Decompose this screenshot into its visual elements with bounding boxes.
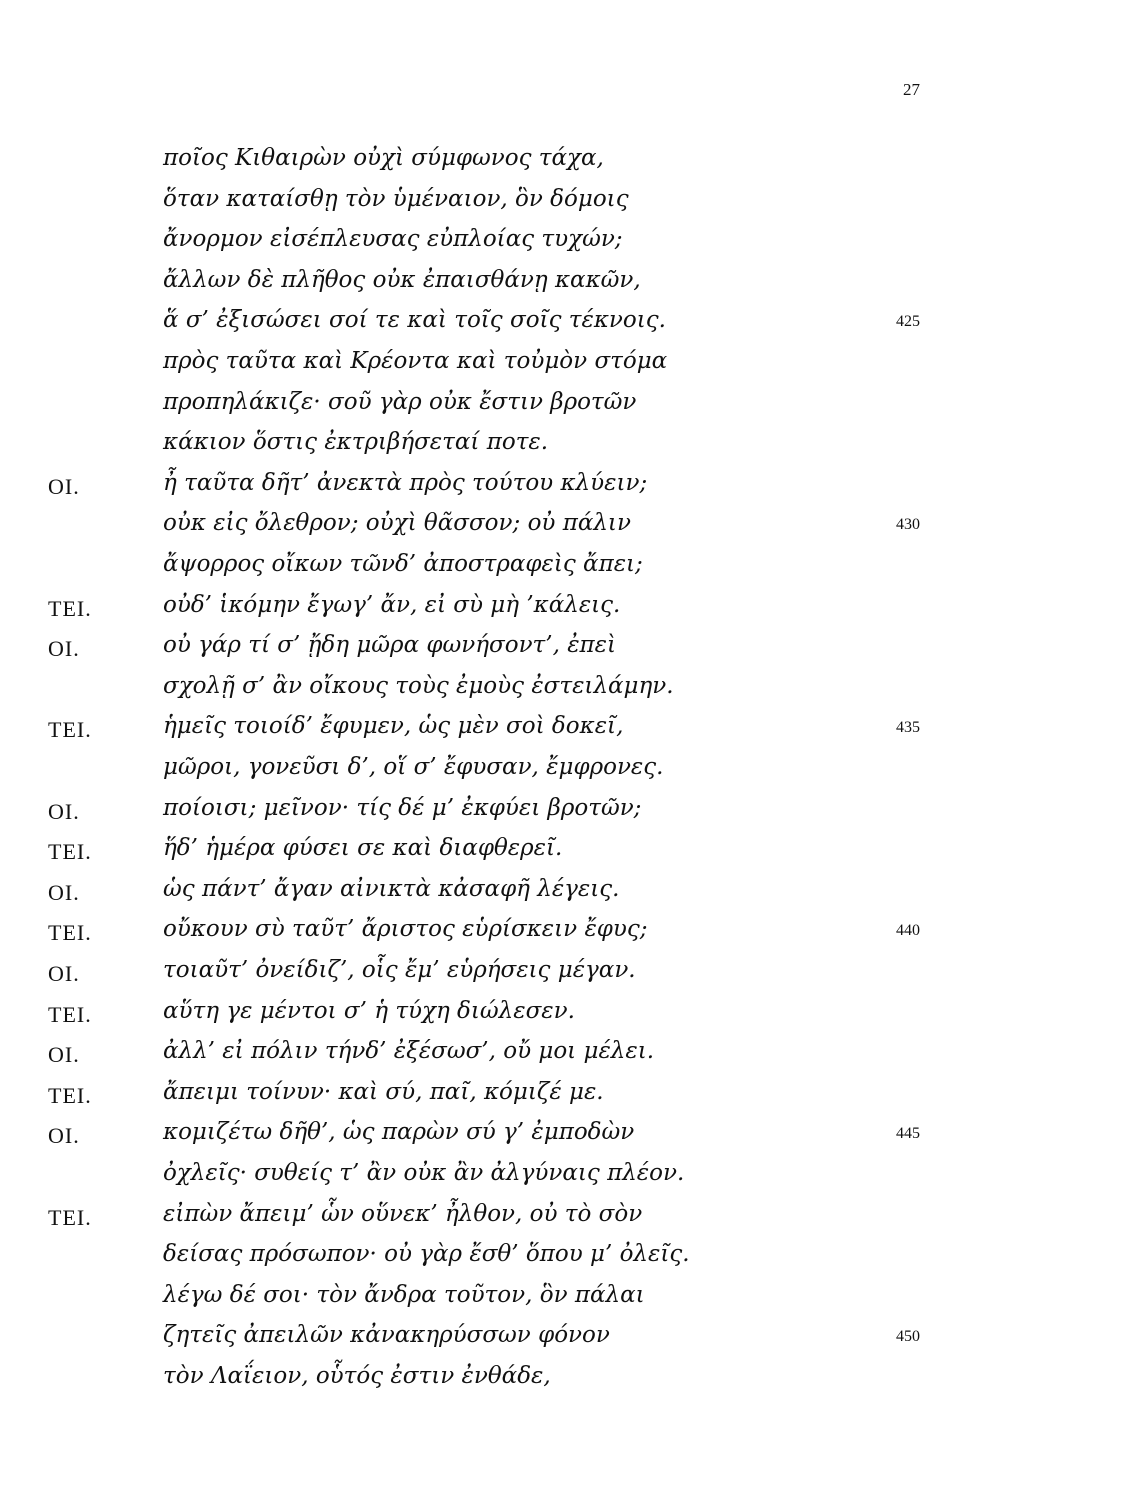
speaker-label: ΟΙ. bbox=[48, 1042, 80, 1068]
speaker-label: ΤΕΙ. bbox=[48, 1082, 92, 1108]
speaker-label: ΟΙ. bbox=[48, 473, 80, 499]
verse-line bbox=[0, 1322, 1145, 1362]
verse-text: σχολῇ σ’ ἂν οἴκους τοὺς ἐμοὺς ἐστειλάμην. bbox=[163, 672, 674, 699]
verse-text: πρὸς ταῦτα καὶ Κρέοντα καὶ τοὐμὸν στόμα bbox=[163, 348, 668, 374]
verse-text: ἥδ’ ἡμέρα φύσει σε καὶ διαφθερεῖ. bbox=[163, 835, 563, 862]
speaker-label: ΟΙ. bbox=[48, 1123, 80, 1149]
verse-line bbox=[0, 835, 1145, 875]
verse-line bbox=[0, 1160, 1145, 1200]
page-number: 27 bbox=[903, 80, 920, 99]
verse-text: τοιαῦτ’ ὀνείδιζ’, οἷς ἔμ’ εὑρήσεις μέγαν. bbox=[163, 957, 636, 983]
verse-text: ἀλλ’ εἰ πόλιν τήνδ’ ἐξέσωσ’, οὔ μοι μέλει. bbox=[163, 1038, 655, 1065]
verse-text: ἄψορρος οἴκων τῶνδ’ ἀποστραφεὶς ἄπει; bbox=[163, 551, 643, 577]
verse-text: ἅ σ’ ἐξισώσει σοί τε καὶ τοῖς σοῖς τέκνοις. bbox=[163, 307, 666, 334]
verse-line bbox=[0, 916, 1145, 956]
line-number: 450 bbox=[896, 1328, 920, 1346]
verse-line bbox=[0, 1363, 1145, 1403]
verse-line bbox=[0, 592, 1145, 632]
speaker-label: ΟΙ. bbox=[48, 798, 80, 824]
verse-text: εἰπὼν ἄπειμ’ ὧν οὕνεκ’ ἦλθον, οὐ τὸ σὸν bbox=[163, 1200, 643, 1227]
verse-text: ὡς πάντ’ ἄγαν αἰνικτὰ κἀσαφῆ λέγεις. bbox=[163, 875, 620, 902]
verse-text: ποῖος Κιθαιρὼν οὐχὶ σύμφωνος τάχα, bbox=[163, 145, 604, 171]
verse-text: ἄλλων δὲ πλῆθος οὐκ ἐπαισθάνῃ κακῶν, bbox=[163, 266, 641, 293]
speaker-label: ΤΕΙ. bbox=[48, 717, 92, 743]
speaker-label: ΤΕΙ. bbox=[48, 1001, 92, 1027]
verse-text: οὐκ εἰς ὄλεθρον; οὐχὶ θᾶσσον; οὐ πάλιν bbox=[163, 510, 631, 537]
verse-text: ἄπειμι τοίνυν· καὶ σύ, παῖ, κόμιζέ με. bbox=[163, 1078, 604, 1105]
verse-text: ἡμεῖς τοιοίδ’ ἔφυμεν, ὡς μὲν σοὶ δοκεῖ, bbox=[163, 713, 624, 740]
verse-text: οὐ γάρ τί σ’ ᾔδη μῶρα φωνήσοντ’, ἐπεὶ bbox=[163, 632, 617, 659]
verse-line bbox=[0, 1038, 1145, 1078]
verse-line bbox=[0, 267, 1145, 307]
line-number: 440 bbox=[896, 922, 920, 940]
verse-text: ὀχλεῖς· συθείς τ’ ἂν οὐκ ἂν ἀλγύναις πλέον. bbox=[163, 1160, 685, 1186]
verse-text: ζητεῖς ἀπειλῶν κἀνακηρύσσων φόνον bbox=[163, 1322, 610, 1349]
speaker-label: ΤΕΙ. bbox=[48, 595, 92, 621]
verse-line bbox=[0, 998, 1145, 1038]
verse-line bbox=[0, 1282, 1145, 1322]
verse-line bbox=[0, 876, 1145, 916]
verse-line bbox=[0, 551, 1145, 591]
speaker-label: ΤΕΙ. bbox=[48, 839, 92, 865]
verse-text: κομιζέτω δῆθ’, ὡς παρὼν σύ γ’ ἐμποδὼν bbox=[163, 1119, 635, 1146]
verse-line bbox=[0, 1079, 1145, 1119]
verse-text: δείσας πρόσωπον· οὐ γὰρ ἔσθ’ ὅπου μ’ ὀλεῖς. bbox=[163, 1241, 690, 1268]
verse-line bbox=[0, 389, 1145, 429]
verse-line bbox=[0, 957, 1145, 997]
speaker-label: ΟΙ. bbox=[48, 636, 80, 662]
speaker-label: ΟΙ. bbox=[48, 961, 80, 986]
verse-text: λέγω δέ σοι· τὸν ἄνδρα τοῦτον, ὃν πάλαι bbox=[163, 1281, 645, 1308]
speaker-label: ΤΕΙ. bbox=[48, 920, 92, 946]
verse-text: αὕτη γε μέντοι σ’ ἡ τύχη διώλεσεν. bbox=[163, 997, 575, 1024]
verse-line bbox=[0, 632, 1145, 672]
verse-text: προπηλάκιζε· σοῦ γὰρ οὐκ ἔστιν βροτῶν bbox=[163, 388, 637, 415]
verse-text: τὸν Λαΐειον, οὗτός ἐστιν ἐνθάδε, bbox=[163, 1363, 551, 1389]
verse-text: οὔκουν σὺ ταῦτ’ ἄριστος εὑρίσκειν ἔφυς; bbox=[163, 916, 648, 943]
verse-line bbox=[0, 795, 1145, 835]
verse-text: οὐδ’ ἱκόμην ἔγωγ’ ἄν, εἰ σὺ μὴ ’κάλεις. bbox=[163, 591, 621, 618]
verse-line bbox=[0, 1201, 1145, 1241]
verse-line bbox=[0, 470, 1145, 510]
speaker-label: ΟΙ. bbox=[48, 879, 80, 905]
verse-line bbox=[0, 510, 1145, 550]
verse-text: κάκιον ὅστις ἐκτριβήσεταί ποτε. bbox=[163, 429, 549, 456]
verse-line bbox=[0, 754, 1145, 794]
line-number: 425 bbox=[896, 313, 920, 331]
verse-text: ὅταν καταίσθῃ τὸν ὑμέναιον, ὃν δόμοις bbox=[163, 185, 629, 212]
verse-text: ἄνορμον εἰσέπλευσας εὐπλοίας τυχών; bbox=[163, 226, 623, 253]
verse-line bbox=[0, 1119, 1145, 1159]
verse-line bbox=[0, 226, 1145, 266]
verse-text: ἦ ταῦτα δῆτ’ ἀνεκτὰ πρὸς τούτου κλύειν; bbox=[163, 469, 648, 496]
verse-line bbox=[0, 673, 1145, 713]
verse-line bbox=[0, 145, 1145, 185]
verse-line bbox=[0, 1241, 1145, 1281]
speaker-label: ΤΕΙ. bbox=[48, 1204, 92, 1230]
line-number: 435 bbox=[896, 719, 920, 737]
verse-line bbox=[0, 429, 1145, 469]
verse-line bbox=[0, 307, 1145, 347]
verse-line bbox=[0, 348, 1145, 388]
verse-text: ποίοισι; μεῖνον· τίς δέ μ’ ἐκφύει βροτῶν; bbox=[163, 794, 642, 821]
verse-text: μῶροι, γονεῦσι δ’, οἵ σ’ ἔφυσαν, ἔμφρονες. bbox=[163, 754, 664, 780]
verse-line bbox=[0, 186, 1145, 226]
line-number: 445 bbox=[896, 1125, 920, 1143]
verse-line bbox=[0, 713, 1145, 753]
line-number: 430 bbox=[896, 516, 920, 534]
